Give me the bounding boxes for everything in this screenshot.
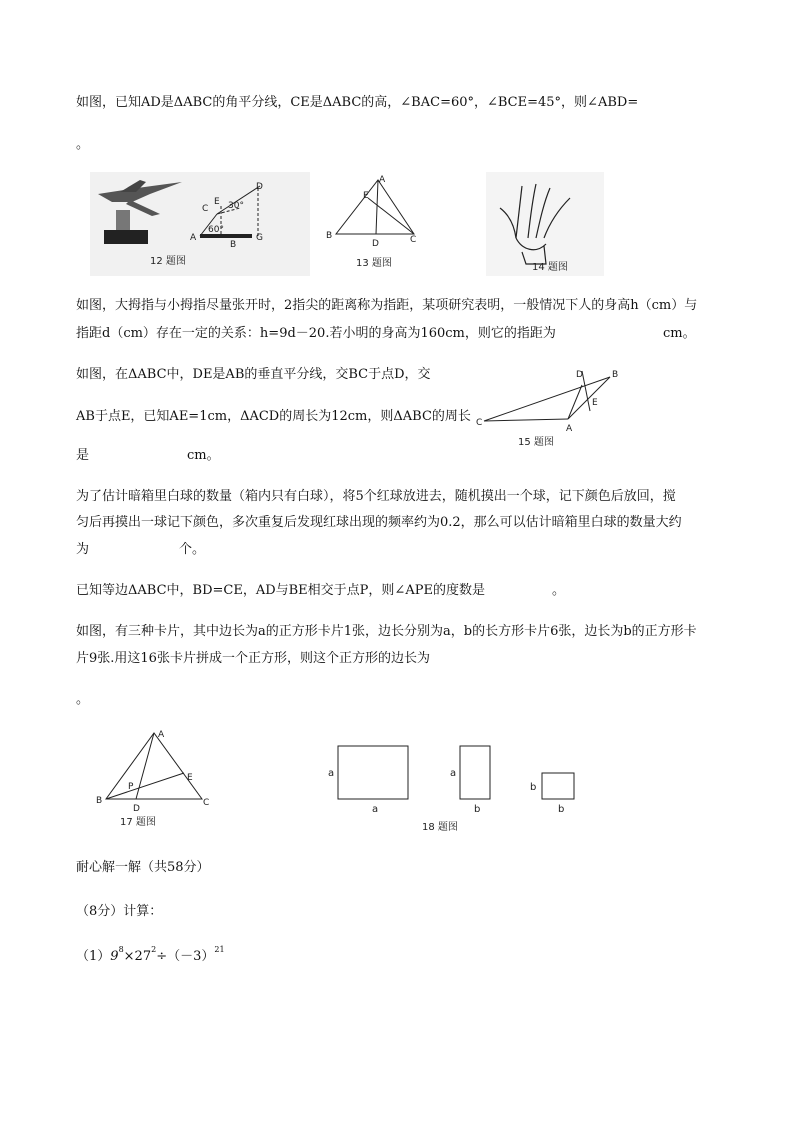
question-text: 如图，在ΔABC中，DE是AB的垂直平分线，交BC于点D，交 — [76, 367, 431, 382]
fig13-label-c: C — [410, 235, 417, 245]
question-text: 如图，大拇指与小拇指尽量张开时，2指尖的距离称为指距，某项研究表明，一般情况下人的身高h（cm）与 — [76, 298, 698, 313]
fig15-label-c: C — [476, 418, 483, 428]
figure-18-caption: 18 题图 — [422, 822, 458, 833]
question-text: 为 — [76, 542, 90, 557]
fig13-label-a: A — [379, 175, 386, 185]
question-text: 为了估计暗箱里白球的数量（箱内只有白球），将5个红球放进去，随机摸出一个球，记下颜色后放回，搅 — [76, 489, 676, 504]
fig13-label-b: B — [326, 231, 333, 241]
fig18-label-b: b — [530, 782, 537, 793]
fig12-label-60: 60° — [208, 225, 224, 235]
question-text: 匀后再摸出一球记下颜色，多次重复后发现红球出现的频率约为0.2，那么可以估计暗箱里白球的数量大约 — [76, 515, 682, 530]
question-text: 是 — [76, 448, 90, 463]
expr-divide-neg3: ÷（－3） — [156, 949, 215, 964]
section-heading: 耐心解一解（共58分） — [76, 860, 210, 875]
figure-18 — [322, 738, 592, 838]
fig17-label-e: E — [187, 773, 193, 783]
fig17-label-c: C — [203, 798, 210, 808]
question-text: AB于点E，已知AE=1cm，ΔACD的周长为12cm，则ΔABC的周长 — [76, 409, 471, 424]
item-number: （1） — [76, 949, 111, 964]
expr-exp-8: 8 — [118, 945, 124, 954]
question-text: （8分）计算： — [76, 904, 163, 919]
fig13-label-d: D — [372, 239, 379, 249]
card-a-square — [338, 746, 408, 799]
answer-unit: 个。 — [179, 542, 206, 557]
expr-exp-21: 21 — [214, 945, 225, 954]
expr-exp-2: 2 — [151, 945, 157, 954]
fig15-label-b: B — [612, 370, 619, 380]
figure-12 — [90, 172, 310, 276]
fig12-label-d: D — [256, 182, 263, 192]
fig12-label-e: E — [214, 197, 220, 207]
expr-base-9: 9 — [110, 949, 119, 964]
fig17-label-b: B — [96, 796, 103, 806]
card-b-square — [542, 773, 574, 799]
figure-14-caption: 14 题图 — [532, 262, 568, 273]
fig13-label-e: E — [363, 191, 369, 201]
fig18-label-a: a — [372, 804, 379, 815]
question-text: 片9张.用这16张卡片拼成一个正方形，则这个正方形的边长为 — [76, 651, 430, 666]
fig18-label-a: a — [328, 768, 335, 779]
fig17-label-d: D — [133, 804, 140, 814]
answer-unit: cm。 — [187, 448, 220, 463]
fig15-label-a: A — [566, 424, 573, 434]
fig12-label-b: B — [230, 240, 237, 250]
answer-blank-period: 。 — [76, 692, 90, 707]
figure-15 — [470, 363, 630, 455]
expr-times-27: ×27 — [123, 949, 152, 964]
figure-14 — [486, 172, 604, 276]
fig18-label-b: b — [474, 804, 481, 815]
figure-17 — [90, 725, 220, 835]
fig12-label-g: G — [256, 233, 263, 243]
answer-blank-period: 。 — [76, 137, 90, 152]
math-expression — [76, 945, 225, 966]
fig12-label-a: A — [190, 233, 197, 243]
fig17-label-a: A — [158, 730, 165, 740]
fig15-label-e: E — [592, 398, 598, 408]
card-ab-rectangle — [460, 746, 490, 799]
answer-unit: cm。 — [663, 326, 696, 341]
fig15-label-d: D — [576, 370, 583, 380]
question-text: 如图，已知AD是ΔABC的角平分线，CE是ΔABC的高，∠BAC=60°，∠BCE=45°，则∠ABD= — [76, 95, 639, 110]
answer-blank-period: 。 — [552, 583, 566, 598]
fig17-label-p: P — [128, 782, 134, 792]
question-text: 如图，有三种卡片，其中边长为a的正方形卡片1张，边长分别为a，b的长方形卡片6张，边长为b的正方形卡 — [76, 624, 697, 639]
fig18-label-a: a — [450, 768, 457, 779]
question-text: 指距d（cm）存在一定的关系：h=9d－20.若小明的身高为160cm，则它的指距为 — [76, 326, 556, 341]
fig18-label-b: b — [558, 804, 565, 815]
fig12-label-c: C — [202, 204, 209, 214]
fig12-label-30: 30° — [228, 201, 244, 211]
figure-15-caption: 15 题图 — [518, 437, 554, 448]
figure-17-caption: 17 题图 — [120, 817, 156, 828]
figure-13 — [322, 172, 432, 274]
figure-13-caption: 13 题图 — [356, 258, 392, 269]
figure-12-caption: 12 题图 — [150, 256, 186, 267]
question-text: 已知等边ΔABC中，BD=CE，AD与BE相交于点P，则∠APE的度数是 — [76, 583, 485, 598]
